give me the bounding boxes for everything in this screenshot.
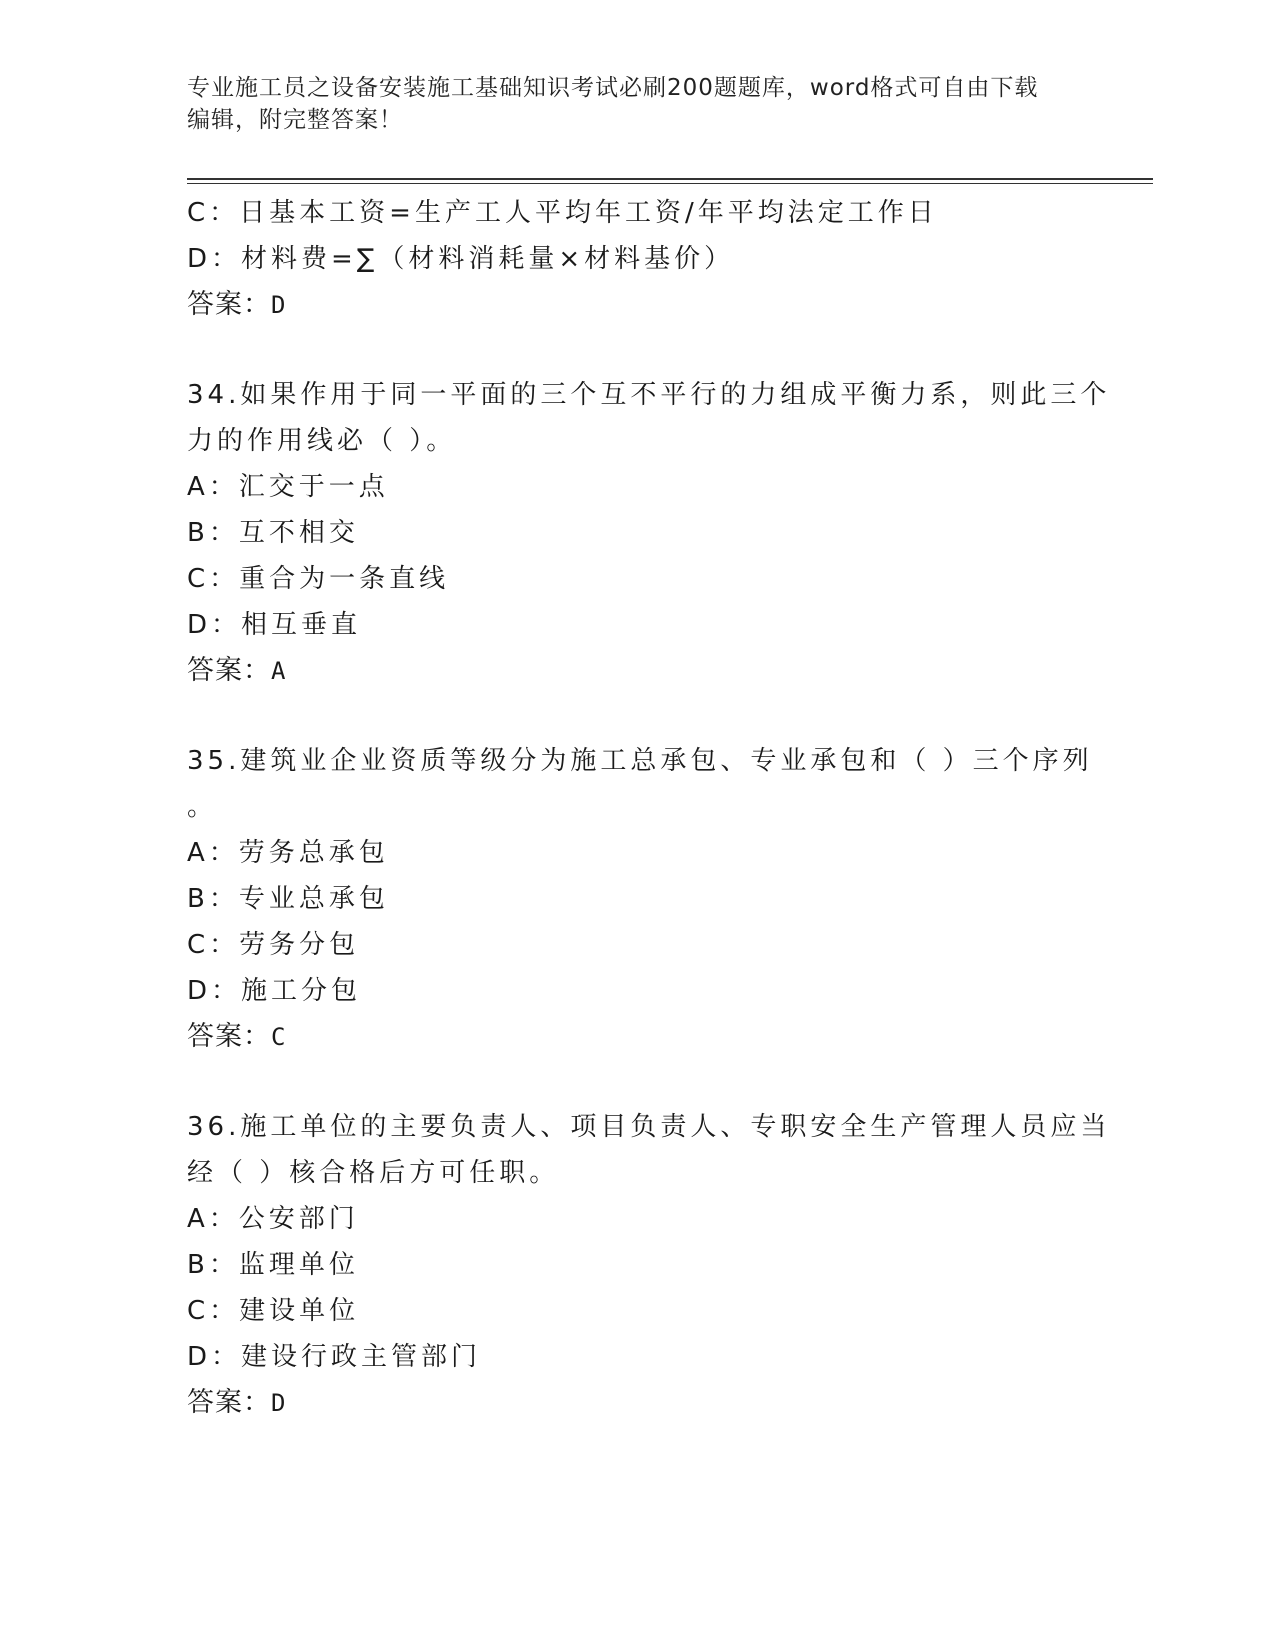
- option-c: C：重合为一条直线: [187, 564, 450, 594]
- question-stem-line-2: 。: [187, 792, 218, 822]
- question-stem-line-1: 34.如果作用于同一平面的三个互不平行的力组成平衡力系，则此三个: [187, 380, 1111, 410]
- option-a: A：劳务总承包: [187, 838, 389, 868]
- question-stem-line-1: 35.建筑业企业资质等级分为施工总承包、专业承包和（ ）三个序列: [187, 746, 1093, 776]
- answer-label: 答案：: [187, 1021, 271, 1052]
- option-d: D：建设行政主管部门: [187, 1342, 482, 1372]
- question-stem-line-2: 经（ ）核合格后方可任职。: [187, 1158, 560, 1188]
- option-b: B：监理单位: [187, 1250, 359, 1280]
- answer-line: [187, 648, 1087, 694]
- answer-line: [187, 1014, 1087, 1060]
- option-a: A：公安部门: [187, 1204, 359, 1234]
- document-body: [187, 190, 1111, 1426]
- answer-label: 答案：: [187, 655, 271, 686]
- question-block-36: [187, 1104, 1111, 1426]
- answer-line: [187, 282, 1087, 328]
- question-stem-line-1: 36.施工单位的主要负责人、项目负责人、专职安全生产管理人员应当: [187, 1112, 1111, 1142]
- option-b: B：互不相交: [187, 518, 359, 548]
- answer-label: 答案：: [187, 1387, 271, 1418]
- answer-value: A: [271, 657, 287, 685]
- question-block-35: [187, 738, 1093, 1060]
- option-d: D：施工分包: [187, 976, 362, 1006]
- document-header: [187, 72, 1087, 136]
- question-block-33: [187, 190, 1087, 328]
- answer-value: D: [271, 291, 287, 319]
- answer-value: C: [271, 1023, 287, 1051]
- option-d: D：材料费=∑（材料消耗量×材料基价）: [187, 244, 735, 274]
- option-c: C：劳务分包: [187, 930, 360, 960]
- option-d: D：相互垂直: [187, 610, 362, 640]
- header-line-1: 专业施工员之设备安装施工基础知识考试必刷200题题库，word格式可自由下载: [187, 75, 1039, 101]
- answer-line: [187, 1380, 1087, 1426]
- answer-label: 答案：: [187, 289, 271, 320]
- question-block-34: [187, 372, 1111, 694]
- option-c: C：日基本工资=生产工人平均年工资/年平均法定工作日: [187, 198, 938, 228]
- header-line-2: 编辑，附完整答案！: [187, 107, 403, 133]
- header-rule-thin: [187, 183, 1153, 184]
- header-rule-thick: [187, 178, 1153, 180]
- question-stem-line-2: 力的作用线必（ ）。: [187, 426, 457, 456]
- answer-value: D: [271, 1389, 287, 1417]
- option-a: A：汇交于一点: [187, 472, 389, 502]
- option-c: C：建设单位: [187, 1296, 360, 1326]
- option-b: B：专业总承包: [187, 884, 389, 914]
